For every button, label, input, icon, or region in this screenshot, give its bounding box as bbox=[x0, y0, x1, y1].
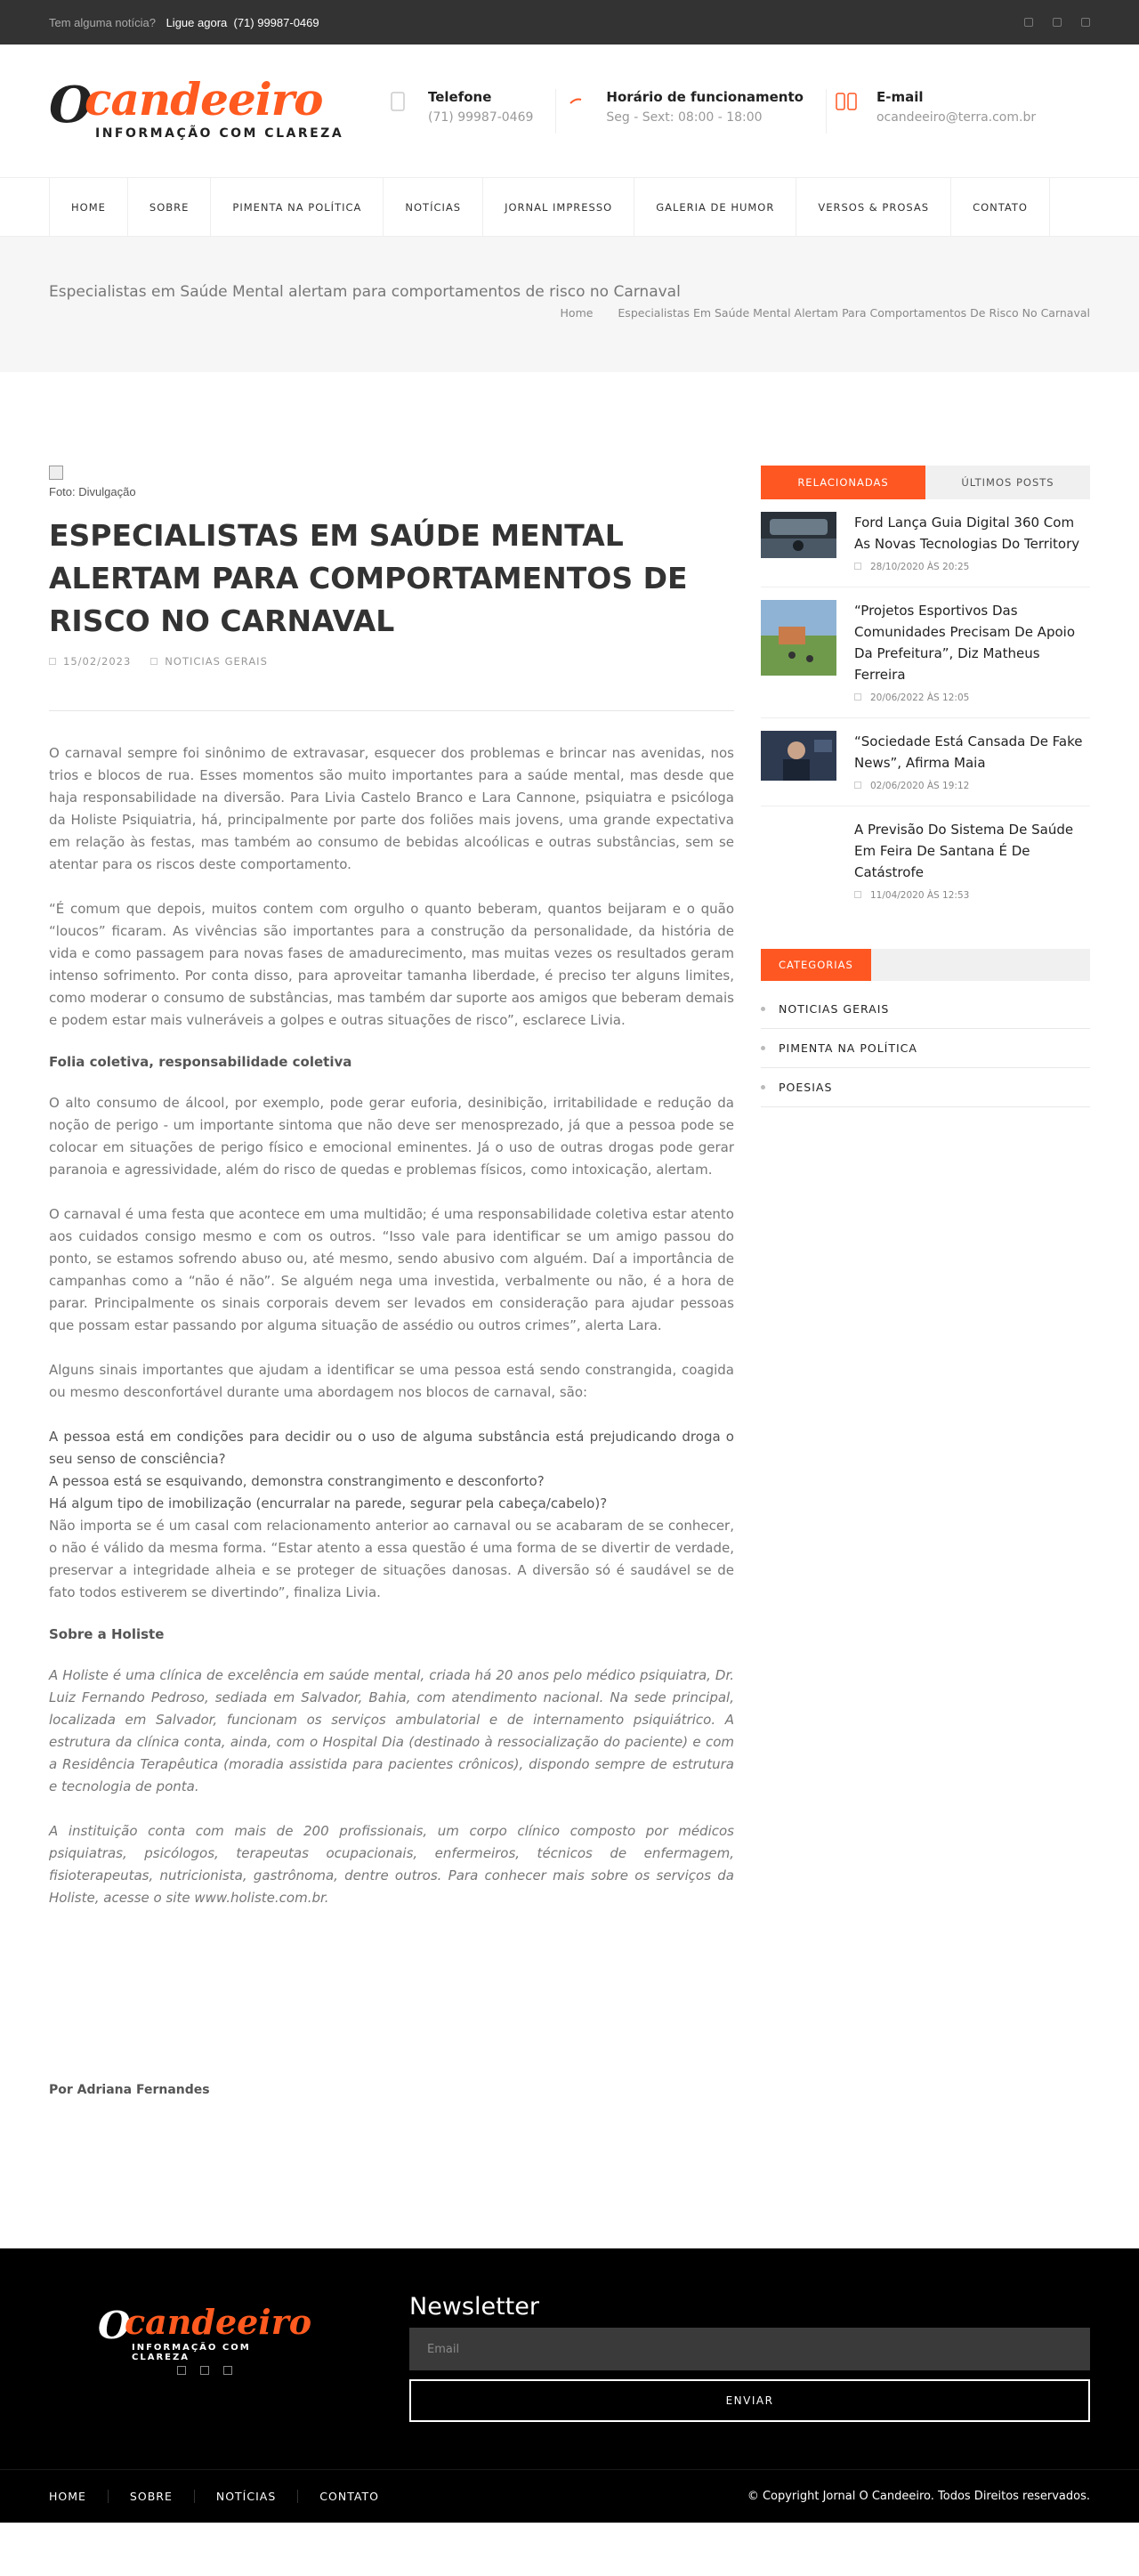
nav-sobre[interactable]: SOBRE bbox=[127, 178, 211, 236]
top-contact-info bbox=[49, 16, 319, 29]
categories-header bbox=[761, 949, 1090, 981]
contact-email-value[interactable]: ocandeeiro@terra.com.br bbox=[876, 109, 1037, 125]
contact-phone-title: Telefone bbox=[428, 88, 492, 105]
related-post[interactable] bbox=[761, 718, 1090, 806]
bullet-icon bbox=[761, 1007, 765, 1011]
related-post[interactable] bbox=[761, 587, 1090, 718]
site-footer bbox=[0, 2248, 1139, 2469]
bullet-icon bbox=[761, 1046, 765, 1050]
footer-logo-block bbox=[49, 2293, 360, 2469]
paragraph: O carnaval sempre foi sinônimo de extravasar, esquecer dos problemas e brincar nas avenidas, nos trios e blocos de rua. Esses momentos são muito importantes para a saúde mental, mas desde que haja responsabilidade na diversão. Para Livia Castelo Branco e Lara Cannone, psiquiatra e psicóloga da Holiste Psiquiatria, há, principalmente por parte dos foliões mais jovens, uma grande expectativa em relação às festas, mas também ao consumo de bebidas alcoólicas e outras substâncias, sem se atentar para os riscos deste comportamento. bbox=[49, 745, 734, 872]
article-date: 15/02/2023 bbox=[49, 655, 131, 668]
top-social-icons bbox=[1024, 18, 1090, 27]
nav-pimenta[interactable]: PIMENTA NA POLÍTICA bbox=[210, 178, 383, 236]
footer-logo-o: O bbox=[98, 2304, 131, 2347]
nav-noticias[interactable]: NOTÍCIAS bbox=[383, 178, 482, 236]
paragraph: Alguns sinais importantes que ajudam a identificar se uma pessoa está sendo constrangida, coagida ou mesmo desconfortável durante uma abordagem nos blocos de carnaval, são: bbox=[49, 1362, 734, 1400]
article-author: Por Adriana Fernandes bbox=[49, 2083, 210, 2097]
tab-related[interactable]: RELACIONADAS bbox=[761, 466, 925, 499]
facebook-icon[interactable] bbox=[177, 2366, 186, 2375]
post-title[interactable]: “Sociedade Está Cansada De Fake News”, Afirma Maia bbox=[854, 733, 1083, 771]
calendar-icon bbox=[49, 658, 56, 665]
question-item: Há algum tipo de imobilização (encurralar na parede, segurar pela cabeça/cabelo)? bbox=[49, 1495, 608, 1511]
main-content bbox=[0, 372, 1139, 2248]
subheading: Folia coletiva, responsabilidade coletiva bbox=[49, 1054, 352, 1070]
category-item[interactable]: POESIAS bbox=[761, 1068, 1090, 1107]
page-title-band bbox=[0, 237, 1139, 372]
newsletter-email-input[interactable] bbox=[409, 2328, 1090, 2370]
question-item: A pessoa está em condições para decidir ou o uso de alguma substância está prejudicando droga o seu senso de consciência? bbox=[49, 1429, 734, 1467]
sidebar bbox=[761, 466, 1090, 2248]
nav-jornal[interactable]: JORNAL IMPRESSO bbox=[482, 178, 634, 236]
contact-phone-value[interactable]: (71) 99987-0469 bbox=[428, 109, 534, 125]
nav-galeria[interactable]: GALERIA DE HUMOR bbox=[634, 178, 796, 236]
paragraph: “É comum que depois, muitos contem com orgulho o quanto beberam, quantos beijaram e o quão “loucos” ficaram. As vivências são importantes para a construção da personalidade, da história de vida e como passagem para novas fases de amadurecimento, mas muitas vezes os resultados geram intenso sofrimento. Por conta disso, para aproveitar tamanha liberdade, é preciso ter alguns limites, como moderar o consumo de substâncias, mas também dar suporte aos amigos que beberam demais e podem estar mais vulneráveis a golpes e outras situações de risco”, esclarece Livia. bbox=[49, 901, 734, 1028]
tab-latest[interactable]: ÚLTIMOS POSTS bbox=[925, 466, 1090, 499]
twitter-icon[interactable] bbox=[1081, 18, 1090, 27]
bottom-bar bbox=[0, 2469, 1139, 2523]
post-date: 02/06/2020 ÀS 19:12 bbox=[854, 781, 1090, 791]
article-body bbox=[49, 742, 734, 1909]
post-thumbnail[interactable] bbox=[761, 600, 836, 703]
image-caption: Foto: Divulgação bbox=[49, 485, 136, 498]
sidebar-tabs bbox=[761, 466, 1090, 499]
calendar-icon bbox=[854, 891, 861, 898]
calendar-icon bbox=[854, 563, 861, 570]
contact-hours bbox=[556, 89, 827, 134]
top-bar bbox=[0, 0, 1139, 45]
article-image bbox=[49, 466, 63, 480]
top-phone[interactable]: (71) 99987-0469 bbox=[233, 15, 319, 29]
top-call-label: Ligue agora (71) 99987-0469 bbox=[166, 15, 319, 29]
article-category[interactable]: NOTICIAS GERAIS bbox=[150, 655, 268, 668]
site-header bbox=[0, 45, 1139, 178]
logo-name: candeeiro bbox=[85, 72, 323, 126]
related-post[interactable] bbox=[761, 806, 1090, 915]
newsletter bbox=[409, 2293, 1090, 2469]
twitter-icon[interactable] bbox=[223, 2366, 232, 2375]
instagram-icon[interactable] bbox=[1053, 18, 1062, 27]
calendar-icon bbox=[854, 693, 861, 701]
contact-phone bbox=[378, 89, 556, 134]
logo-tagline: INFORMAÇÃO COM CLAREZA bbox=[95, 126, 344, 141]
nav-versos[interactable]: VERSOS & PROSAS bbox=[796, 178, 950, 236]
email-icon bbox=[836, 91, 857, 112]
post-title[interactable]: Ford Lança Guia Digital 360 Com As Novas Tecnologias Do Territory bbox=[854, 514, 1080, 552]
article-meta bbox=[49, 655, 734, 668]
categories-list bbox=[761, 990, 1090, 1107]
footer-link-contato[interactable]: CONTATO bbox=[297, 2490, 400, 2503]
post-title[interactable]: “Projetos Esportivos Das Comunidades Precisam De Apoio Da Prefeitura”, Diz Matheus Ferreira bbox=[854, 603, 1075, 683]
paragraph: O carnaval é uma festa que acontece em uma multidão; é uma responsabilidade coletiva estar atento aos cuidados consigo mesmo e com os outros. “Isso vale para identificar se um amigo passou do ponto, se estamos sofrendo abuso ou, até mesmo, sendo abusivo com alguém. Daí a importância de campanhas como a “não é não”. Se alguém nega uma investida, verbalmente ou não, é a hora de parar. Principalmente os sinais corporais devem ser levados em consideração para ajudar pessoas que possam estar passando por alguma situação de assédio ou outros crimes”, alerta Lara. bbox=[49, 1206, 734, 1333]
category-item[interactable]: NOTICIAS GERAIS bbox=[761, 990, 1090, 1029]
contact-email-title: E-mail bbox=[876, 88, 924, 105]
calendar-icon bbox=[854, 782, 861, 789]
instagram-icon[interactable] bbox=[200, 2366, 209, 2375]
categories-label: CATEGORIAS bbox=[761, 949, 871, 981]
paragraph: Não importa se é um casal com relacionamento anterior ao carnaval ou se acabaram de se conhecer, o não é válido da mesma forma. “Estar atento a essa questão é uma forma de se divertir de verdade, preservar a integridade alheia e se proteger de situações danosas. A diversão só é saudável se de fato todos estiverem se divertindo”, finaliza Livia. bbox=[49, 1518, 734, 1600]
copyright: © Copyright Jornal O Candeeiro. Todos Direitos reservados. bbox=[747, 2490, 1090, 2503]
breadcrumb-current: Especialistas Em Saúde Mental Alertam Para Comportamentos De Risco No Carnaval bbox=[618, 306, 1090, 320]
breadcrumb-home[interactable]: Home bbox=[560, 306, 594, 320]
footer-links bbox=[49, 2490, 400, 2503]
footer-link-sobre[interactable]: SOBRE bbox=[108, 2490, 194, 2503]
header-contacts bbox=[378, 89, 1058, 134]
post-date: 28/10/2020 ÀS 20:25 bbox=[854, 562, 1090, 572]
post-thumbnail[interactable] bbox=[761, 819, 836, 901]
post-date: 20/06/2022 ÀS 12:05 bbox=[854, 693, 1090, 703]
newsletter-submit-button[interactable]: ENVIAR bbox=[409, 2379, 1090, 2422]
footer-link-noticias[interactable]: NOTÍCIAS bbox=[194, 2490, 297, 2503]
post-title[interactable]: A Previsão Do Sistema De Saúde Em Feira De Santana É De Catástrofe bbox=[854, 822, 1074, 880]
article-title: ESPECIALISTAS EM SAÚDE MENTAL ALERTAM PARA COMPORTAMENTOS DE RISCO NO CARNAVAL bbox=[49, 518, 688, 638]
page-title: Especialistas em Saúde Mental alertam para comportamentos de risco no Carnaval bbox=[49, 283, 681, 301]
footer-social-icons bbox=[177, 2366, 232, 2375]
question-item: A pessoa está se esquivando, demonstra constrangimento e desconforto? bbox=[49, 1473, 545, 1489]
post-date: 11/04/2020 ÀS 12:53 bbox=[854, 890, 1090, 901]
post-thumbnail[interactable] bbox=[761, 512, 836, 572]
footer-logo-tagline: INFORMAÇÃO COM CLAREZA bbox=[132, 2343, 251, 2362]
footer-link-home[interactable]: HOME bbox=[49, 2490, 86, 2503]
footer-logo-name: candeeiro bbox=[125, 2302, 312, 2342]
breadcrumb bbox=[49, 306, 1090, 320]
main-nav bbox=[0, 178, 1139, 237]
article bbox=[49, 466, 734, 2248]
post-thumbnail[interactable] bbox=[761, 731, 836, 791]
newsletter-title: Newsletter bbox=[409, 2293, 539, 2321]
logo-o: O bbox=[49, 75, 93, 134]
nav-contato[interactable]: CONTATO bbox=[950, 178, 1050, 236]
facebook-icon[interactable] bbox=[1024, 18, 1033, 27]
related-post[interactable] bbox=[761, 499, 1090, 587]
clock-icon bbox=[565, 91, 586, 112]
contact-hours-value: Seg - Sext: 08:00 - 18:00 bbox=[606, 109, 763, 125]
subheading: Sobre a Holiste bbox=[49, 1626, 165, 1642]
divider bbox=[49, 710, 734, 711]
phone-icon bbox=[387, 91, 408, 112]
site-logo[interactable] bbox=[49, 71, 360, 151]
contact-email bbox=[827, 89, 1058, 134]
paragraph: O alto consumo de álcool, por exemplo, pode gerar euforia, desinibição, irritabilidade e redução da noção de perigo - um importante sintoma que não deve ser menosprezado, já que a pessoa pode se colocar em situações de perigo físico e emocional eminentes. Já o uso de outras drogas pode gerar paranoia e agressividade, além do risco de quedas e problemas físicos, como intoxicação, alertam. bbox=[49, 1095, 734, 1178]
folder-icon bbox=[150, 658, 158, 665]
category-item[interactable]: PIMENTA NA POLÍTICA bbox=[761, 1029, 1090, 1068]
contact-hours-title: Horário de funcionamento bbox=[606, 88, 804, 105]
top-question: Tem alguma notícia? bbox=[49, 15, 156, 29]
nav-home[interactable]: HOME bbox=[49, 178, 127, 236]
paragraph: A Holiste é uma clínica de excelência em saúde mental, criada há 20 anos pelo médico psiquiatra, Dr. Luiz Fernando Pedroso, sediada em Salvador, Bahia, com atendimento nacional. Na sede principal, localizada em Salvador, funcionam os serviços ambulatorial e de internamento psiquiátrico. A estrutura da clínica conta, ainda, com o Hospital Dia (destinado à ressocialização do paciente) e com a Residência Terapêutica (moradia assistida para pacientes crônicos), dispondo sempre de estrutura e tecnologia de ponta. bbox=[49, 1667, 734, 1794]
paragraph: A instituição conta com mais de 200 profissionais, um corpo clínico composto por médicos psiquiatras, psicólogos, terapeutas ocupacionais, enfermeiros, técnicos de enfermagem, fisioterapeutas, nutricionista, gastrônoma, dentre outros. Para conhecer mais sobre os serviços da Holiste, acesse o site www.holiste.com.br. bbox=[49, 1823, 734, 1906]
bullet-icon bbox=[761, 1085, 765, 1090]
footer-logo[interactable] bbox=[98, 2302, 312, 2362]
